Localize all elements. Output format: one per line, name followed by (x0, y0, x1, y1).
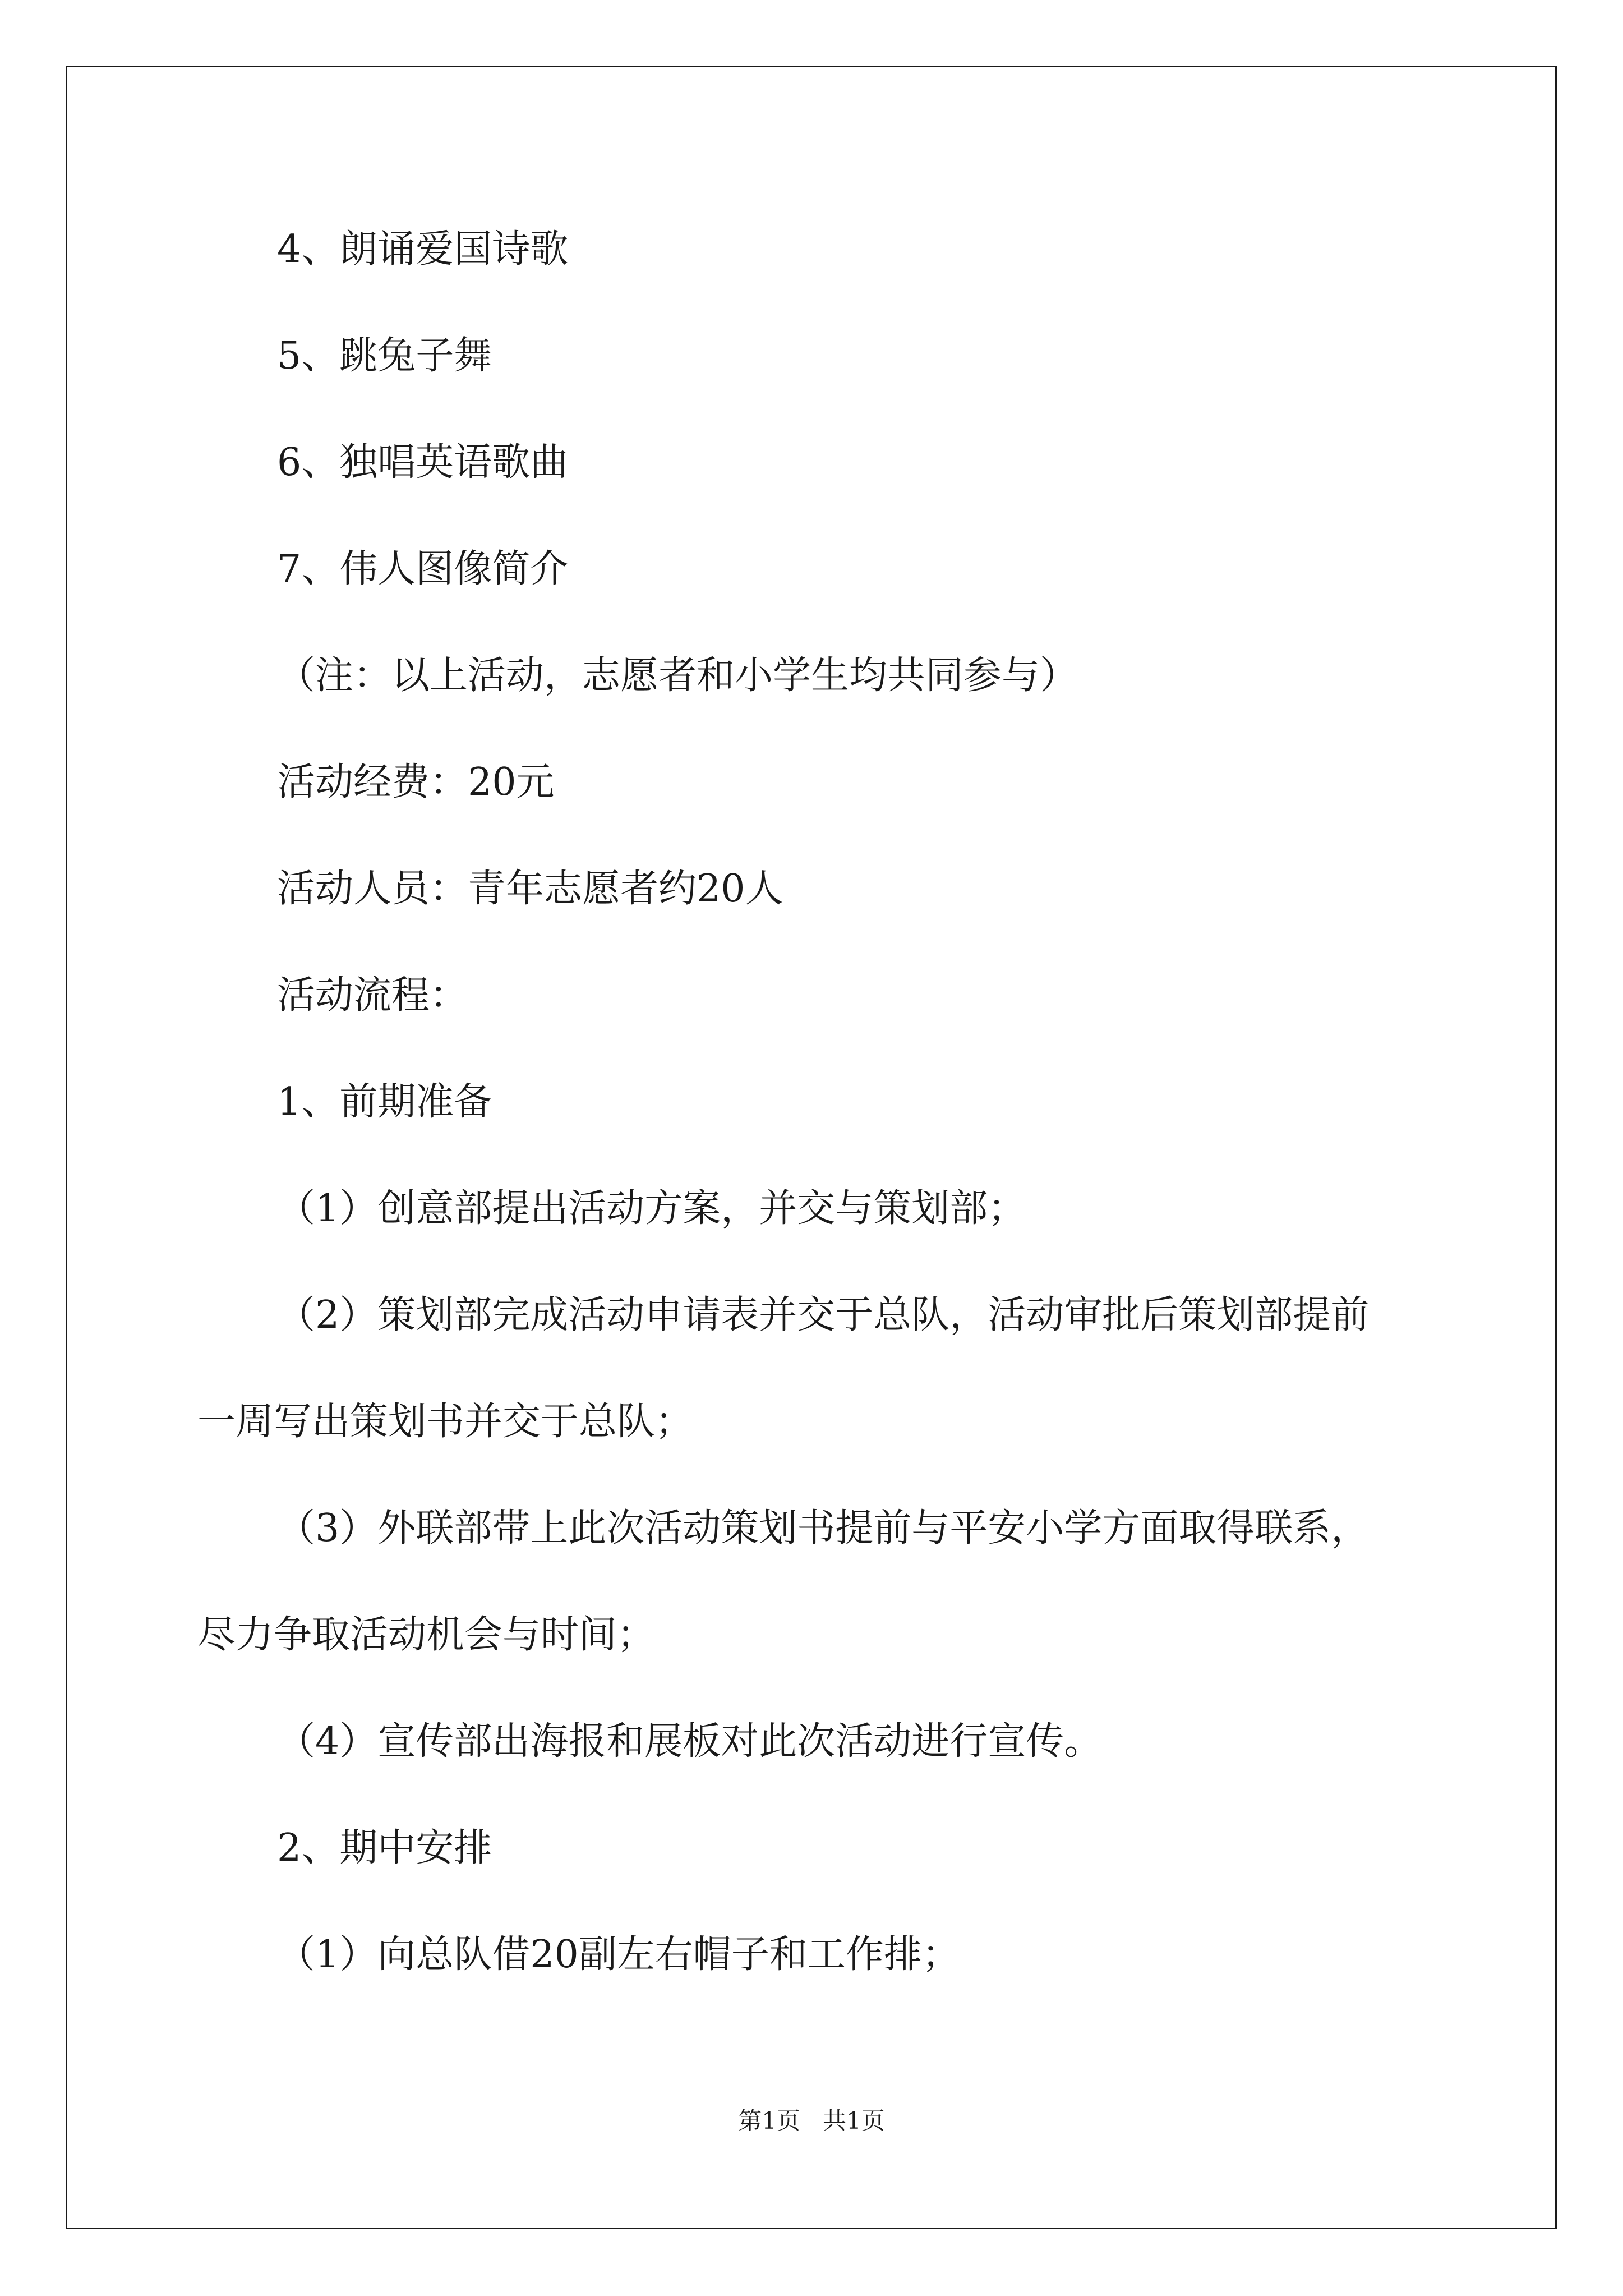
note-paragraph: （注：以上活动，志愿者和小学生均共同参与） (277, 654, 1078, 698)
activity-process-heading: 活动流程： (277, 973, 468, 1018)
midterm-step-1: （1）向总队借20副左右帽子和工作排； (277, 1932, 960, 1977)
preparation-step-2-continued: 一周写出策划书并交于总队； (197, 1400, 694, 1444)
page-footer: 第1页 共1页 (738, 2107, 885, 2134)
page-border (66, 66, 1557, 2229)
list-item-great-figures: 7、伟人图像简介 (277, 547, 569, 591)
section-midterm-heading: 2、期中安排 (277, 1826, 492, 1870)
activity-budget: 活动经费：20元 (277, 760, 555, 804)
section-preparation-heading: 1、前期准备 (277, 1080, 492, 1124)
preparation-step-2: （2）策划部完成活动申请表并交于总队，活动审批后策划部提前 (277, 1293, 1370, 1337)
preparation-step-4: （4）宣传部出海报和展板对此次活动进行宣传。 (277, 1719, 1103, 1764)
list-item-bunny-dance: 5、跳兔子舞 (277, 334, 492, 378)
list-item-poetry-recital: 4、朗诵爱国诗歌 (277, 227, 569, 272)
preparation-step-3: （3）外联部带上此次活动策划书提前与平安小学方面取得联系， (277, 1506, 1370, 1550)
list-item-english-solo: 6、独唱英语歌曲 (277, 440, 569, 485)
activity-personnel: 活动人员：青年志愿者约20人 (277, 867, 783, 911)
preparation-step-1: （1）创意部提出活动方案，并交与策划部； (277, 1186, 1026, 1231)
preparation-step-3-continued: 尽力争取活动机会与时间； (197, 1613, 656, 1657)
